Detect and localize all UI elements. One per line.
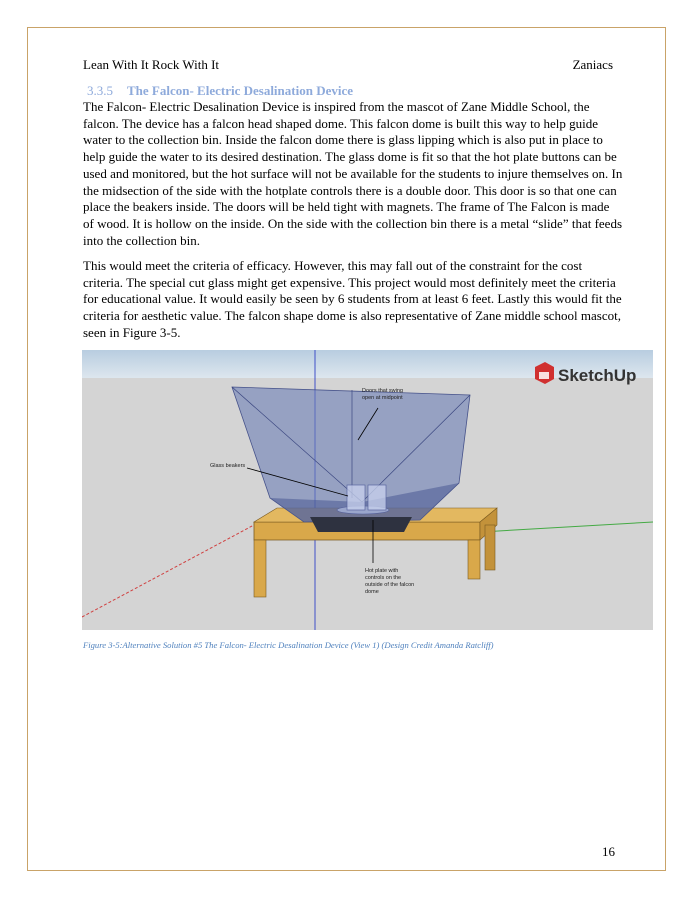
header-title: Lean With It Rock With It [83,57,220,72]
hotplate-label-line-1: Hot plate with [365,568,399,574]
section-heading [87,83,353,99]
wood-leg-front-left [254,540,266,597]
falcon-model-render [82,350,653,630]
section-title: The Falcon- Electric Desalination Device [127,83,354,98]
hot-plate [310,517,412,532]
glass-beaker-left [347,485,365,510]
sketchup-cube-face [539,372,549,379]
hotplate-label-line-2: controls on the [365,575,402,581]
header-team-name: Zaniacs [572,57,613,72]
sketchup-logo-text: SketchUp [558,366,637,385]
body-paragraph-2: This would meet the criteria of efficacy. However, this may fall out of the constraint for the cost criteria. The special cut glass might get expensive. This project would most definitely meet the criteria for educational value. It would easily be seen by 6 students from at least 6 feet. Lastly this would fit the criteria for aesthetic value. The falcon shape dome is also representative of Zane middle school mascot, seen in Figure 3-5. [83,258,622,340]
doors-label-line-1: Doors that swing [362,388,403,394]
wood-leg-back-right [485,525,495,570]
body-paragraph-1: The Falcon- Electric Desalination Device is inspired from the mascot of Zane Middle School, the falcon. The device has a falcon head shaped dome. This falcon dome is built this way to help guide water to the collection bin. Inside the falcon dome there is glass lipping which is also put in place to help guide the water to its desired destination. The glass dome is fit so that the hot plate buttons can be used and monitored, but the hot surface will not be available for the students to injure themselves on. In the midsection of the side with the hotplate controls there is a double door. This door is so that one can place the beakers inside. The doors will be held tight with magnets. The frame of The Falcon is made of wood. It is hollow on the inside. On the side with the collection bin there is a metal “slide” that feeds into the collection bin. [83,99,623,248]
doors-label-line-2: open at midpoint [362,395,403,401]
wood-leg-front-right [468,540,480,579]
beakers-label: Glass beakers [210,463,246,469]
sketchup-figure [82,350,653,630]
figure-caption: Figure 3-5:Alternative Solution #5 The Falcon- Electric Desalination Device (View 1) (Design Credit Amanda Ratcliff) [83,640,494,650]
glass-beaker-right [368,485,386,510]
section-number: 3.3.5 [87,83,113,98]
hotplate-label-line-4: dome [365,589,379,595]
page-number: 16 [602,844,615,859]
hotplate-label-line-3: outside of the falcon [365,582,415,588]
